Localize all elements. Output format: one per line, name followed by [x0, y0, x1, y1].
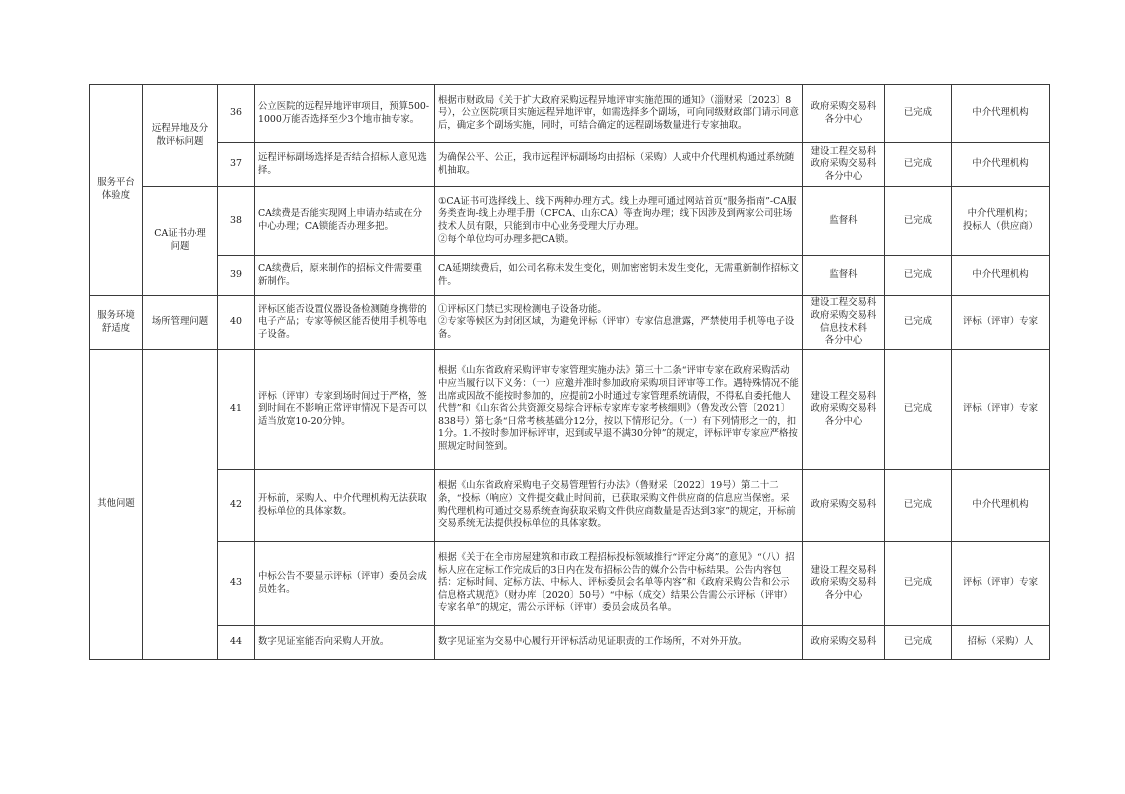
subcategory-cell-empty — [143, 350, 218, 660]
table-row — [90, 143, 1050, 187]
subcategory-cell: CA证书办理 问题 — [143, 187, 218, 296]
row-number: 37 — [218, 143, 255, 187]
department-cell: 监督科 — [803, 187, 885, 256]
target-cell: 评标（评审）专家 — [952, 350, 1050, 470]
answer-cell: 为确保公平、公正，我市远程评标副场均由招标（采购）人或中介代理机构通过系统随机抽取。 — [435, 143, 803, 187]
department-cell: 政府采购交易科 各分中心 — [803, 85, 885, 143]
target-cell: 中介代理机构 — [952, 85, 1050, 143]
status-cell: 已完成 — [885, 85, 952, 143]
category-cell: 其他问题 — [90, 350, 143, 660]
status-cell: 已完成 — [885, 350, 952, 470]
row-number: 42 — [218, 470, 255, 542]
row-number: 40 — [218, 296, 255, 350]
answer-cell: 根据《山东省政府采购评审专家管理实施办法》第三十二条“评审专家在政府采购活动中应当履行以下义务：（一）应邀并准时参加政府采购项目评审等工作。遇特殊情况不能出席或因故不能按时参加的，应提前2小时通过专家管理系统请假，不得私自委托他人代替”和《山东省公共资源交易综合评标专家库专家考核细则》（鲁发改公管〔2021〕838号）第七条“日常考核基础分12分，按以下情形记分。（一）有下列情形之一的，扣1分。1.不按时参加评标评审，迟到或早退不满30分钟”的规定，评标评审专家应严格按照规定时间签到。 — [435, 350, 803, 470]
table-row — [90, 350, 1050, 470]
status-cell: 已完成 — [885, 143, 952, 187]
department-cell: 建设工程交易科 政府采购交易科 信息技术科 各分中心 — [803, 296, 885, 350]
target-cell: 中介代理机构 — [952, 256, 1050, 296]
table-row — [90, 256, 1050, 296]
department-cell: 监督科 — [803, 256, 885, 296]
target-cell: 中介代理机构 — [952, 143, 1050, 187]
status-cell: 已完成 — [885, 187, 952, 256]
department-cell: 政府采购交易科 — [803, 626, 885, 660]
issues-table-page — [89, 84, 1049, 660]
question-cell: 开标前，采购人、中介代理机构无法获取投标单位的具体家数。 — [255, 470, 435, 542]
category-cell: 服务平台 体验度 — [90, 85, 143, 296]
status-cell: 已完成 — [885, 626, 952, 660]
table-row — [90, 85, 1050, 143]
status-cell: 已完成 — [885, 296, 952, 350]
status-cell: 已完成 — [885, 470, 952, 542]
issues-table — [89, 84, 1050, 660]
answer-cell: 根据《山东省政府采购电子交易管理暂行办法》（鲁财采〔2022〕19号）第二十二条，“投标（响应）文件提交截止时间前，已获取采购文件供应商的信息应当保密。采购代理机构可通过交易系统查询获取采购文件供应商数量是否达到3家”的规定，开标前交易系统无法提供投标单位的具体家数。 — [435, 470, 803, 542]
answer-cell: 数字见证室为交易中心履行开评标活动见证职责的工作场所，不对外开放。 — [435, 626, 803, 660]
row-number: 43 — [218, 542, 255, 626]
answer-cell: ①评标区门禁已实现检测电子设备功能。 ②专家等候区为封闭区域，为避免评标（评审）专家信息泄露，严禁使用手机等电子设备。 — [435, 296, 803, 350]
target-cell: 中介代理机构； 投标人（供应商） — [952, 187, 1050, 256]
department-cell: 建设工程交易科 政府采购交易科 各分中心 — [803, 542, 885, 626]
question-cell: 公立医院的远程异地评审项目，预算500-1000万能否选择至少3个地市抽专家。 — [255, 85, 435, 143]
question-cell: 评标（评审）专家到场时间过于严格，签到时间在不影响正常评审情况下是否可以适当放宽10-20分钟。 — [255, 350, 435, 470]
table-row — [90, 626, 1050, 660]
table-row — [90, 470, 1050, 542]
target-cell: 招标（采购）人 — [952, 626, 1050, 660]
subcategory-cell: 远程异地及分 散评标问题 — [143, 85, 218, 187]
target-cell: 评标（评审）专家 — [952, 542, 1050, 626]
answer-cell: ①CA证书可选择线上、线下两种办理方式。线上办理可通过网站首页“服务指南”-CA服务类查询-线上办理手册（CFCA、山东CA）等查询办理；线下因涉及到两家公司驻场技术人员有限，只能到市中心业务受理大厅办理。 ②每个单位均可办理多把CA锁。 — [435, 187, 803, 256]
target-cell: 评标（评审）专家 — [952, 296, 1050, 350]
question-cell: 评标区能否设置仪器设备检测随身携带的电子产品；专家等候区能否使用手机等电子设备。 — [255, 296, 435, 350]
table-row — [90, 296, 1050, 350]
target-cell: 中介代理机构 — [952, 470, 1050, 542]
status-cell: 已完成 — [885, 542, 952, 626]
row-number: 36 — [218, 85, 255, 143]
answer-cell: CA延期续费后，如公司名称未发生变化，则加密密钥未发生变化，无需重新制作招标文件。 — [435, 256, 803, 296]
department-cell: 建设工程交易科 政府采购交易科 各分中心 — [803, 350, 885, 470]
table-row — [90, 187, 1050, 256]
question-cell: 数字见证室能否向采购人开放。 — [255, 626, 435, 660]
question-cell: CA续费后，原来制作的招标文件需要重新制作。 — [255, 256, 435, 296]
question-cell: CA续费是否能实现网上申请办结或在分中心办理；CA锁能否办理多把。 — [255, 187, 435, 256]
subcategory-cell: 场所管理问题 — [143, 296, 218, 350]
question-cell: 远程评标副场选择是否结合招标人意见选择。 — [255, 143, 435, 187]
row-number: 38 — [218, 187, 255, 256]
row-number: 39 — [218, 256, 255, 296]
category-cell: 服务环境 舒适度 — [90, 296, 143, 350]
status-cell: 已完成 — [885, 256, 952, 296]
table-row — [90, 542, 1050, 626]
question-cell: 中标公告不要显示评标（评审）委员会成员姓名。 — [255, 542, 435, 626]
department-cell: 政府采购交易科 — [803, 470, 885, 542]
department-cell: 建设工程交易科 政府采购交易科 各分中心 — [803, 143, 885, 187]
answer-cell: 根据《关于在全市房屋建筑和市政工程招标投标领域推行“评定分离”的意见》“（八）招标人应在定标工作完成后的3日内在发布招标公告的媒介公告中标结果。公告内容包括：定标时间、定标方法、中标人、评标委员会名单等内容”和《政府采购公告和公示信息格式规范》（财办库〔2020〕50号）“中标（成交）结果公告需公示评标（评审）专家名单”的规定，需公示评标（评审）委员会成员名单。 — [435, 542, 803, 626]
row-number: 41 — [218, 350, 255, 470]
row-number: 44 — [218, 626, 255, 660]
answer-cell: 根据市财政局《关于扩大政府采购远程异地评审实施范围的通知》（淄财采〔2023〕8号），公立医院项目实施远程异地评审，如需选择多个副场，可向同级财政部门请示同意后，确定多个副场实施，同时，可结合确定的远程副场数量进行专家抽取。 — [435, 85, 803, 143]
